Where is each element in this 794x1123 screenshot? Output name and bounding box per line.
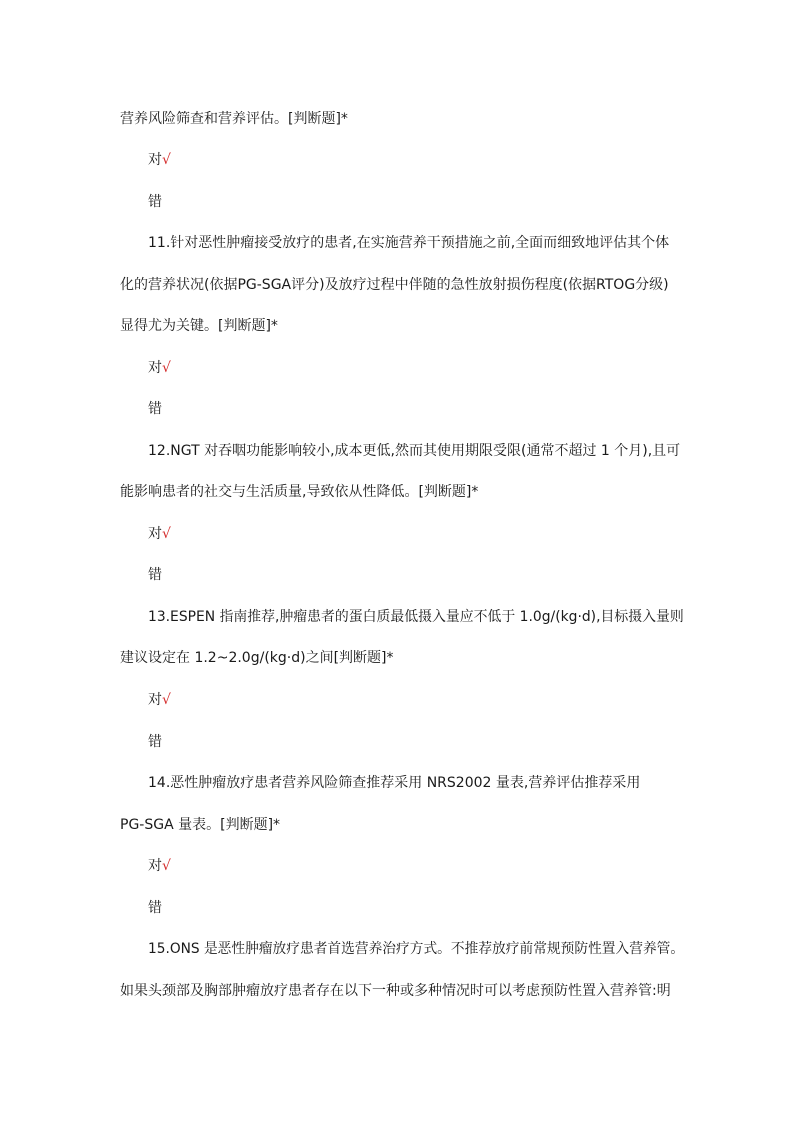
answer-option-false: 错 (148, 734, 162, 750)
check-mark-icon: √ (162, 858, 171, 874)
text-line: 营养风险筛查和营养评估。[判断题]* (120, 111, 348, 127)
option-label: 对 (148, 692, 162, 708)
check-mark-icon: √ (162, 152, 171, 168)
check-mark-icon: √ (162, 526, 171, 542)
question-13: 13.ESPEN 指南推荐,肿瘤患者的蛋白质最低摄入量应不低于 1.0g/(kg·d),目标摄入量则 (148, 609, 684, 625)
answer-option-true (148, 358, 171, 378)
option-label: 对 (148, 858, 162, 874)
answer-option-false: 错 (148, 194, 162, 210)
text-line: 能影响患者的社交与生活质量,导致依从性降低。[判断题]* (120, 484, 479, 500)
question-14: 14.恶性肿瘤放疗患者营养风险筛查推荐采用 NRS2002 量表,营养评估推荐采用 (148, 775, 641, 791)
text-line: 化的营养状况(依据PG-SGA评分)及放疗过程中伴随的急性放射损伤程度(依据RTOG分级) (120, 277, 669, 293)
check-mark-icon: √ (162, 360, 171, 376)
check-mark-icon: √ (162, 692, 171, 708)
answer-option-true (148, 524, 171, 544)
text-line: PG-SGA 量表。[判断题]* (120, 817, 281, 833)
text-line: 建议设定在 1.2~2.0g/(kg·d)之间[判断题]* (120, 650, 394, 666)
question-15: 15.ONS 是恶性肿瘤放疗患者首选营养治疗方式。不推荐放疗前常规预防性置入营养管。 (148, 941, 685, 957)
answer-option-false: 错 (148, 900, 162, 916)
question-12: 12.NGT 对吞咽功能影响较小,成本更低,然而其使用期限受限(通常不超过 1 个月),且可 (148, 443, 681, 459)
option-label: 对 (148, 526, 162, 542)
text-line: 如果头颈部及胸部肿瘤放疗患者存在以下一种或多种情况时可以考虑预防性置入营养管:明 (120, 983, 671, 999)
answer-option-true (148, 856, 171, 876)
text-line: 显得尤为关键。[判断题]* (120, 318, 278, 334)
answer-option-false: 错 (148, 567, 162, 583)
answer-option-true (148, 690, 171, 710)
answer-option-false: 错 (148, 401, 162, 417)
answer-option-true (148, 150, 171, 170)
option-label: 对 (148, 152, 162, 168)
option-label: 对 (148, 360, 162, 376)
question-11: 11.针对恶性肿瘤接受放疗的患者,在实施营养干预措施之前,全面而细致地评估其个体 (148, 235, 670, 251)
